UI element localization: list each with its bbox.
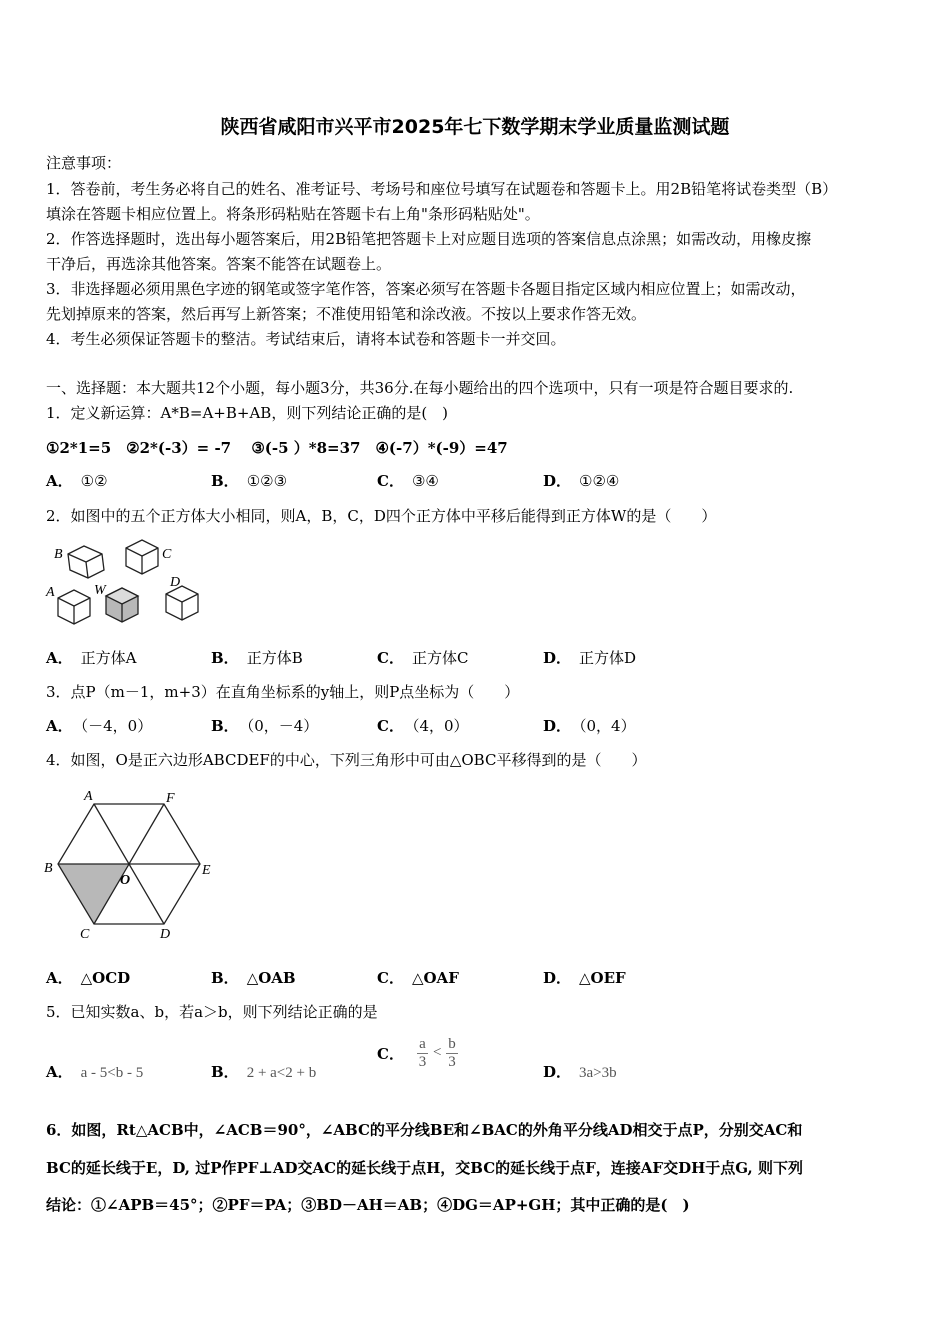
- q2-option-b[interactable]: B． 正方体B: [211, 649, 303, 667]
- vertex-label-b: B: [44, 861, 53, 876]
- vertex-label-c: C: [80, 927, 90, 942]
- q3-option-a[interactable]: A． （－4，0）: [46, 717, 153, 735]
- q5-option-d[interactable]: D． 3a>3b: [543, 1063, 617, 1081]
- q3-option-c[interactable]: C． （4，0）: [377, 717, 469, 735]
- question-3-stem: 3．点P（m－1，m+3）在直角坐标系的y轴上，则P点坐标为（ ）: [46, 683, 520, 701]
- vertex-label-d: D: [160, 927, 171, 942]
- q2-option-a[interactable]: A． 正方体A: [46, 649, 137, 667]
- hexagon-figure: [40, 784, 220, 944]
- question-6-line: 6．如图，Rt△ACB中，∠ACB＝90°，∠ABC的平分线BE和∠BAC的外角平分线AD相交于点P，分别交AC和: [46, 1121, 803, 1139]
- question-1-items: ①2*1=5 ②2*(-3）= -7 ③(-5 ）*8=37 ④(-7）*(-9）=47: [46, 439, 508, 457]
- cube-label-d: D: [170, 575, 181, 590]
- q5-option-c[interactable]: C． $\frac{a}{3}$ < $\frac{b}{3}$: [377, 1036, 456, 1070]
- notice-line: 先划掉原来的答案，然后再写上新答案；不准使用铅笔和涂改液。不按以上要求作答无效。: [46, 305, 647, 323]
- question-5-stem: 5．已知实数a、b，若a＞b，则下列结论正确的是: [46, 1003, 378, 1021]
- cube-label-c: C: [162, 547, 172, 562]
- cube-w: [106, 588, 138, 622]
- q1-option-d[interactable]: D． ①②④: [543, 472, 620, 490]
- q1-option-c[interactable]: C． ③④: [377, 472, 439, 490]
- notice-line: 干净后，再选涂其他答案。答案不能答在试题卷上。: [46, 255, 392, 273]
- q4-option-a[interactable]: A． △OCD: [46, 969, 131, 987]
- question-4-stem: 4．如图，O是正六边形ABCDEF的中心，下列三角形中可由△OBC平移得到的是（ ）: [46, 751, 647, 769]
- q4-option-b[interactable]: B． △OAB: [211, 969, 296, 987]
- cube-label-b: B: [54, 547, 63, 562]
- cube-label-a: A: [46, 585, 55, 600]
- q5-option-b[interactable]: B． 2 + a<2 + b: [211, 1063, 317, 1081]
- question-6-line: 结论：①∠APB＝45°；②PF＝PA；③BD－AH＝AB；④DG＝AP+GH；其中正确的是( ): [46, 1196, 690, 1214]
- notice-line: 填涂在答题卡相应位置上。将条形码粘贴在答题卡右上角"条形码粘贴处"。: [46, 205, 540, 223]
- cube-c: [126, 540, 158, 574]
- notice-line: 1．答卷前，考生务必将自己的姓名、准考证号、考场号和座位号填写在试题卷和答题卡上。用2B铅笔将试卷类型（B）: [46, 180, 838, 198]
- fraction-a-over-3: $\frac{a}{3}$: [418, 1036, 427, 1070]
- cube-d: [166, 586, 198, 620]
- q5-option-a[interactable]: A． a - 5<b - 5: [46, 1063, 144, 1081]
- notice-line: 3．非选择题必须用黑色字迹的钢笔或签字笔作答，答案必须写在答题卡各题目指定区域内相应位置上；如需改动，: [46, 280, 806, 298]
- vertex-label-f: F: [166, 791, 175, 806]
- cube-a: [58, 590, 90, 624]
- q3-option-b[interactable]: B． （0，－4）: [211, 717, 319, 735]
- q1-option-b[interactable]: B． ①②③: [211, 472, 288, 490]
- question-1-stem: 1．定义新运算：A*B=A+B+AB，则下列结论正确的是( ): [46, 404, 449, 422]
- cube-label-w: W: [94, 583, 106, 598]
- fraction-b-over-3: $\frac{b}{3}$: [448, 1036, 456, 1070]
- q1-option-a[interactable]: A． ①②: [46, 472, 108, 490]
- notice-line: 2．作答选择题时，选出每小题答案后，用2B铅笔把答题卡上对应题目选项的答案信息点涂黑；如需改动，用橡皮擦: [46, 230, 812, 248]
- notice-heading: 注意事项：: [46, 154, 122, 172]
- page-title: 陕西省咸阳市兴平市2025年七下数学期末学业质量监测试题: [220, 116, 730, 138]
- cubes-figure: [44, 536, 204, 630]
- question-6-line: BC的延长线于E，D, 过P作PF⊥AD交AC的延长线于点H，交BC的延长线于点F，连接AF交DH于点G, 则下列: [46, 1159, 803, 1177]
- section-heading: 一、选择题：本大题共12个小题，每小题3分，共36分.在每小题给出的四个选项中，只有一项是符合题目要求的.: [46, 379, 794, 397]
- q4-option-c[interactable]: C． △OAF: [377, 969, 459, 987]
- q2-option-c[interactable]: C． 正方体C: [377, 649, 469, 667]
- center-label-o: O: [120, 873, 131, 888]
- notice-line: 4．考生必须保证答题卡的整洁。考试结束后，请将本试卷和答题卡一并交回。: [46, 330, 566, 348]
- cube-b: [68, 546, 104, 578]
- q4-option-d[interactable]: D． △OEF: [543, 969, 626, 987]
- q2-option-d[interactable]: D． 正方体D: [543, 649, 637, 667]
- question-2-stem: 2．如图中的五个正方体大小相同，则A，B，C，D四个正方体中平移后能得到正方体W的是（ ）: [46, 507, 717, 525]
- shaded-triangle-obc: [58, 864, 131, 924]
- vertex-label-a: A: [84, 789, 93, 804]
- q3-option-d[interactable]: D． （0，4）: [543, 717, 636, 735]
- vertex-label-e: E: [202, 863, 211, 878]
